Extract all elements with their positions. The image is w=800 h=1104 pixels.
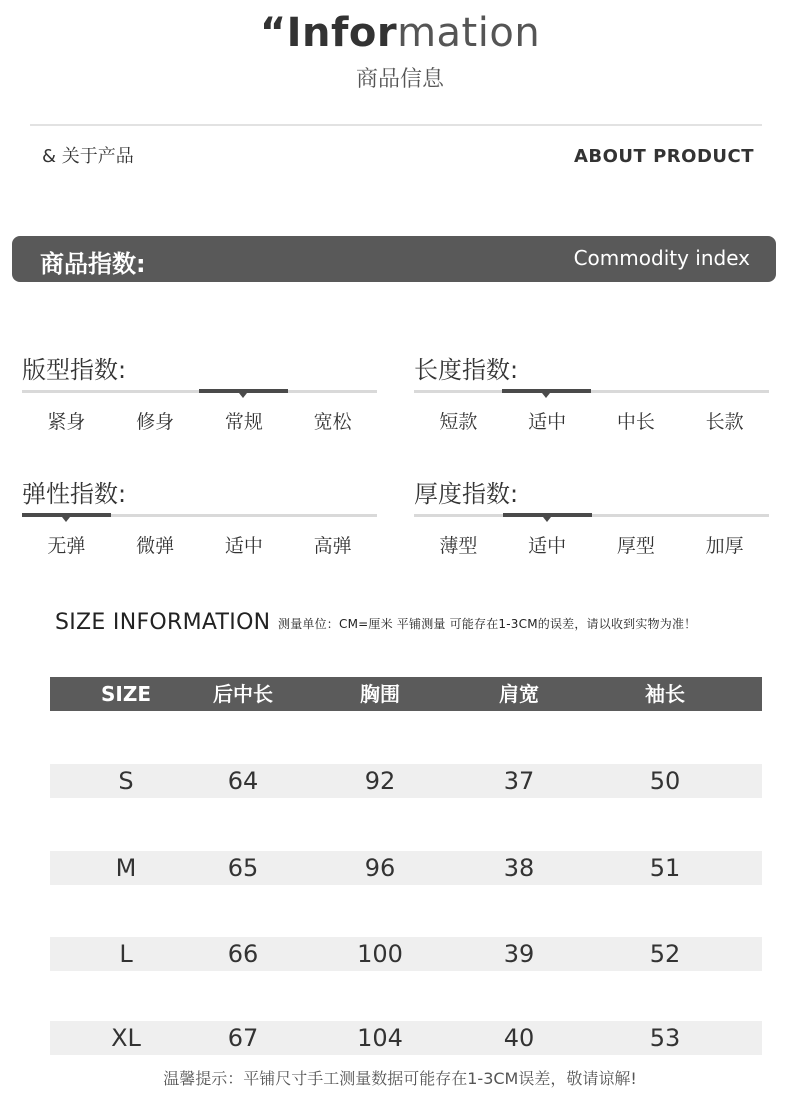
- commodity-index-banner: [12, 236, 776, 282]
- index-option-selected: 适中: [528, 535, 567, 557]
- table-cell: 67: [227, 1024, 259, 1052]
- table-cell: 66: [227, 940, 259, 968]
- index-pointer-icon: [62, 517, 70, 522]
- index-option-selected: 适中: [528, 411, 567, 433]
- table-cell: L: [119, 940, 133, 968]
- footer-tip: 温馨提示：平铺尺寸手工测量数据可能存在1-3CM误差，敬请谅解!: [163, 1069, 637, 1088]
- index-option: 修身: [136, 411, 175, 433]
- index-label: 版型指数:: [22, 356, 127, 384]
- index-label: 弹性指数:: [22, 480, 127, 508]
- table-cell: 40: [503, 1024, 535, 1052]
- table-cell: 50: [649, 767, 681, 795]
- page-subtitle: 商品信息: [355, 67, 444, 92]
- table-cell: 96: [364, 854, 396, 882]
- index-option: 适中: [224, 535, 263, 557]
- table-row: [50, 764, 762, 798]
- about-product-en: ABOUT PRODUCT: [573, 146, 754, 167]
- size-table-header: [50, 677, 762, 711]
- table-cell: 104: [357, 1024, 403, 1052]
- index-track: [414, 390, 769, 393]
- index-track: [22, 390, 377, 393]
- table-cell: 38: [503, 854, 535, 882]
- table-cell: XL: [111, 1024, 141, 1052]
- header-cell: SIZE: [100, 682, 151, 706]
- index-option: 加厚: [705, 535, 744, 557]
- index-stretch: [22, 474, 377, 558]
- header-cell: 后中长: [213, 682, 273, 706]
- banner-title-en: Commodity index: [573, 246, 750, 270]
- index-option: 宽松: [313, 411, 352, 433]
- header-cell: 袖长: [645, 682, 685, 706]
- index-fit: [22, 350, 377, 434]
- banner-title-cn: 商品指数:: [40, 250, 146, 278]
- index-option-selected: 无弹: [47, 535, 86, 557]
- index-length: [414, 350, 769, 434]
- table-cell: S: [118, 767, 134, 795]
- index-option: 薄型: [439, 535, 478, 557]
- index-option: 中长: [616, 411, 655, 433]
- about-product-cn: & 关于产品: [42, 146, 134, 167]
- header-divider: [30, 124, 762, 126]
- table-row: [50, 1021, 762, 1055]
- table-cell: 51: [649, 854, 681, 882]
- index-option: 厚型: [616, 535, 655, 557]
- index-option: 短款: [439, 411, 478, 433]
- table-cell: 37: [503, 767, 535, 795]
- page-title: [0, 10, 800, 56]
- index-option: 高弹: [313, 535, 352, 557]
- index-option: 长款: [705, 411, 744, 433]
- table-cell: 53: [649, 1024, 681, 1052]
- title-light-part: mation: [397, 10, 541, 56]
- table-row: [50, 937, 762, 971]
- index-option: 紧身: [47, 411, 86, 433]
- index-track: [414, 514, 769, 517]
- size-info-title: SIZE INFORMATION: [55, 610, 271, 635]
- size-info-note: 测量单位：CM=厘米 平铺测量 可能存在1-3CM的误差，请以收到实物为准！: [278, 617, 697, 631]
- index-pointer-icon: [239, 393, 247, 398]
- index-label: 长度指数:: [414, 356, 519, 384]
- index-pointer-icon: [542, 393, 550, 398]
- index-track: [22, 514, 377, 517]
- table-cell: M: [115, 854, 137, 882]
- index-pointer-icon: [543, 517, 551, 522]
- header-cell: 胸围: [360, 682, 400, 706]
- table-cell: 64: [227, 767, 259, 795]
- title-quote-mark: “: [259, 10, 287, 56]
- index-option-selected: 常规: [224, 411, 263, 433]
- index-option: 微弹: [136, 535, 175, 557]
- index-thickness: [414, 474, 769, 558]
- table-cell: 100: [357, 940, 403, 968]
- title-bold-part: Infor: [286, 10, 398, 56]
- index-label: 厚度指数:: [414, 480, 519, 508]
- table-cell: 65: [227, 854, 259, 882]
- table-cell: 52: [649, 940, 681, 968]
- table-cell: 92: [364, 767, 396, 795]
- table-cell: 39: [503, 940, 535, 968]
- header-cell: 肩宽: [499, 682, 539, 706]
- table-row: [50, 851, 762, 885]
